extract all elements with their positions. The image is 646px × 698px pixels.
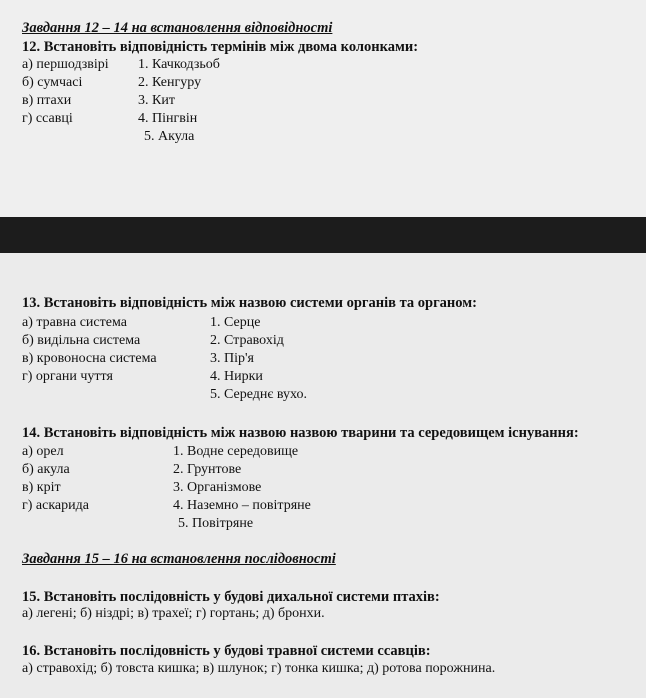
q13-right-item: 3. Пір'я: [210, 351, 254, 366]
q14-right-item: 4. Наземно – повітряне: [173, 498, 311, 513]
q12-right-item: 3. Кит: [138, 93, 175, 108]
q13-title: 13. Встановіть відповідність між назвою системи органів та органом:: [22, 295, 477, 311]
q16-title: 16. Встановіть послідовність у будові травної системи ссавців:: [22, 643, 431, 659]
q13-left-item: а) травна система: [22, 315, 127, 330]
q16-text: а) стравохід; б) товста кишка; в) шлунок; г) тонка кишка; д) ротова порожнина.: [22, 661, 496, 676]
section-heading-15-16: Завдання 15 – 16 на встановлення послідовності: [22, 551, 336, 567]
section-heading-12-14: Завдання 12 – 14 на встановлення відповідності: [22, 20, 333, 36]
q12-left-item: а) першодзвірі: [22, 57, 109, 72]
q14-title: 14. Встановіть відповідність між назвою назвою тварини та середовищем існування:: [22, 425, 579, 441]
q13-right-item: 2. Стравохід: [210, 333, 284, 348]
photo-gap-band: [0, 217, 646, 253]
q14-left-item: г) аскарида: [22, 498, 89, 513]
q13-right-item: 1. Серце: [210, 315, 261, 330]
q14-left-item: б) акула: [22, 462, 70, 477]
q14-right-item: 3. Організмове: [173, 480, 262, 495]
q13-left-item: б) видільна система: [22, 333, 141, 348]
q14-left-item: в) кріт: [22, 480, 61, 495]
q15-text: а) легені; б) ніздрі; в) трахеї; г) гортань; д) бронхи.: [22, 606, 325, 621]
q12-left-item: г) ссавці: [22, 111, 73, 126]
q13-left-item: в) кровоносна система: [22, 351, 157, 366]
q13-right-item: 4. Нирки: [210, 369, 263, 384]
q12-right-item: 1. Качкодзьоб: [138, 57, 220, 72]
q12-title: 12. Встановіть відповідність термінів між двома колонками:: [22, 39, 419, 55]
q13-left-item: г) органи чуття: [22, 369, 113, 384]
q13-right-item: 5. Середнє вухо.: [210, 387, 307, 402]
q12-right-item: 5. Акула: [144, 129, 195, 144]
q12-right-item: 2. Кенгуру: [138, 75, 202, 90]
q14-left-item: а) орел: [22, 444, 64, 459]
q14-right-item: 5. Повітряне: [178, 516, 254, 531]
q14-right-item: 2. Грунтове: [173, 462, 242, 477]
q12-left-item: б) сумчасі: [22, 75, 83, 90]
q12-left-item: в) птахи: [22, 93, 72, 108]
q12-right-item: 4. Пінгвін: [138, 111, 198, 126]
q15-title: 15. Встановіть послідовність у будові дихальної системи птахів:: [22, 589, 440, 605]
q14-right-item: 1. Водне середовище: [173, 444, 299, 459]
